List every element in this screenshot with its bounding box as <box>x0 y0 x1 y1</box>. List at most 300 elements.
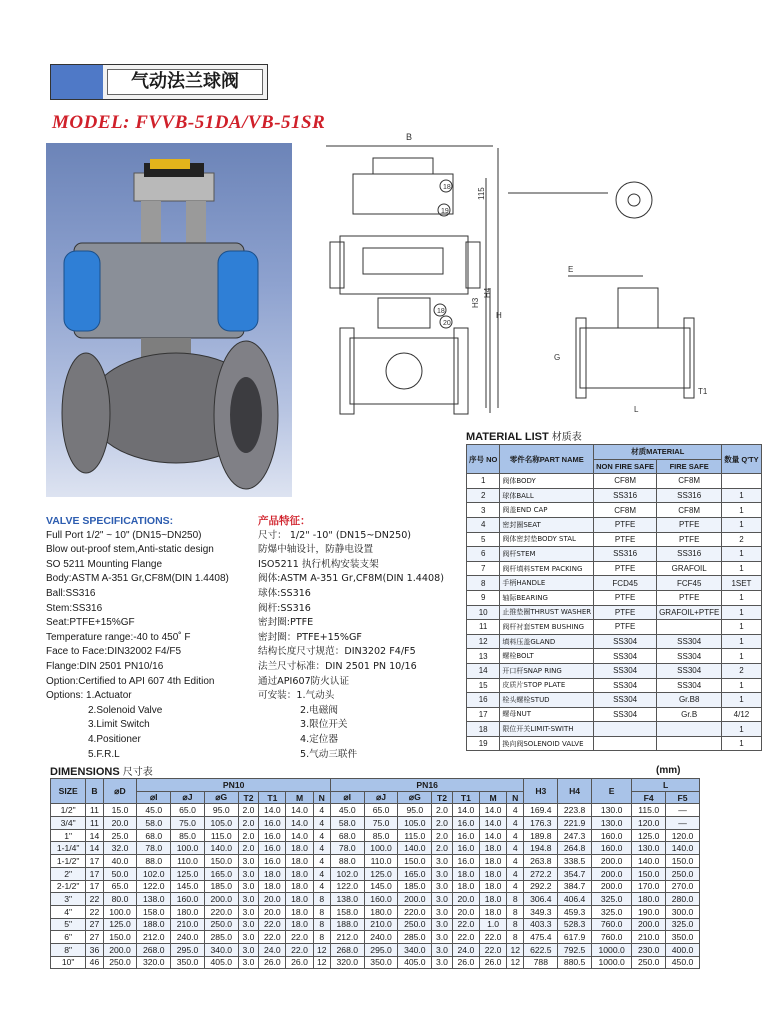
dimensions-cell: 300.0 <box>666 905 700 918</box>
material-cell: 11 <box>467 620 500 635</box>
material-cell: 15 <box>467 678 500 693</box>
material-cell <box>594 736 657 751</box>
dimensions-cell: 185.0 <box>398 880 432 893</box>
material-row <box>467 488 762 503</box>
dimensions-cell: 212.0 <box>137 931 171 944</box>
material-cell: PTFE <box>594 517 657 532</box>
spec-line: 法兰尺寸标准：DIN 2501 PN 10/16 <box>258 660 417 672</box>
material-row <box>467 547 762 562</box>
dimensions-subheader-cell: T2 <box>238 791 259 804</box>
dimensions-cell: 26.0 <box>479 956 506 969</box>
dimensions-cell: 180.0 <box>632 893 666 906</box>
dimensions-cell: 200.0 <box>632 918 666 931</box>
dimensions-row <box>51 829 700 842</box>
material-cell: 开口杆SNAP RING <box>500 663 594 678</box>
dimensions-row <box>51 804 700 817</box>
group-pn16: PN16 <box>330 779 524 792</box>
dimensions-cell: 320.0 <box>137 956 171 969</box>
spec-line: 防爆中轴设计，防静电设置 <box>258 544 374 556</box>
dimensions-cell: 475.4 <box>524 931 558 944</box>
dimensions-cell: 18.0 <box>479 893 506 906</box>
material-cell: 1 <box>722 634 761 649</box>
spec-chinese <box>258 514 468 762</box>
dimensions-cell: 95.0 <box>204 804 238 817</box>
dimensions-cell: 22 <box>86 893 103 906</box>
dimensions-cell: 4 <box>313 829 330 842</box>
dimensions-cell: 16.0 <box>259 855 286 868</box>
dimensions-cell: 26.0 <box>259 956 286 969</box>
material-cell: 阀杆填料STEM PACKING <box>500 561 594 576</box>
spec-line: 4.定位器 <box>300 733 338 745</box>
dimensions-cell: 22.0 <box>259 931 286 944</box>
dimensions-cell: 3.0 <box>432 905 453 918</box>
dimensions-cell: 295.0 <box>171 943 205 956</box>
dimensions-cell: 16.0 <box>259 842 286 855</box>
material-list-title: MATERIAL LIST <box>466 431 549 443</box>
dimensions-cell: 200.0 <box>591 880 631 893</box>
material-cell <box>657 736 722 751</box>
material-cell: SS316 <box>657 547 722 562</box>
dimensions-cell: 18.0 <box>286 867 313 880</box>
dimensions-cell: 2.0 <box>238 804 259 817</box>
dimensions-cell: 3" <box>51 893 86 906</box>
dimensions-cell: 115.0 <box>632 804 666 817</box>
dimensions-cell: 25.0 <box>103 829 137 842</box>
dimensions-cell: 165.0 <box>398 867 432 880</box>
dimensions-cell: — <box>666 804 700 817</box>
dimensions-cell: 95.0 <box>398 804 432 817</box>
dimensions-cell: 2.0 <box>432 842 453 855</box>
dimensions-cell: 3.0 <box>238 905 259 918</box>
dimensions-cell: 100.0 <box>364 842 398 855</box>
dimensions-cell: 12 <box>313 943 330 956</box>
technical-drawing <box>318 128 718 428</box>
dimensions-cell: 188.0 <box>330 918 364 931</box>
spec-line: Options: 1.Actuator <box>46 690 132 702</box>
drawing-label-h3: H3 <box>471 297 480 308</box>
dimensions-cell: 3.0 <box>432 880 453 893</box>
material-row <box>467 707 762 722</box>
dimensions-cell: 12 <box>507 956 524 969</box>
dimensions-cell: 210.0 <box>632 931 666 944</box>
dimensions-cell: 14.0 <box>259 804 286 817</box>
material-cell: Gr.B8 <box>657 693 722 708</box>
dimensions-cell: 36 <box>86 943 103 956</box>
material-cell: 2 <box>467 488 500 503</box>
material-cell: 皮质片STOP PLATE <box>500 678 594 693</box>
dimensions-cell: 105.0 <box>398 817 432 830</box>
material-cell <box>657 620 722 635</box>
dimensions-cell: 210.0 <box>171 918 205 931</box>
material-cell: 阀体密封垫BODY STAL <box>500 532 594 547</box>
col-b: B <box>86 779 103 804</box>
material-row <box>467 532 762 547</box>
dimensions-cell: 2.0 <box>432 829 453 842</box>
col-h4: H4 <box>558 779 592 804</box>
spec-line: SO 5211 Mounting Flange <box>46 558 163 570</box>
dimensions-cell: 125.0 <box>632 829 666 842</box>
material-cell: FCF45 <box>657 576 722 591</box>
material-cell: CF8M <box>657 474 722 489</box>
spec-line: 结构长度尺寸规范：DIN3202 F4/F5 <box>258 646 416 658</box>
dimensions-cell: 100.0 <box>171 842 205 855</box>
spec-line: Stem:SS316 <box>46 602 103 614</box>
dimensions-cell: 8 <box>313 918 330 931</box>
dimensions-cell: 200.0 <box>103 943 137 956</box>
dimensions-cell: 130.0 <box>591 817 631 830</box>
dimensions-cell: 268.0 <box>330 943 364 956</box>
dimensions-title: DIMENSIONS <box>50 766 120 778</box>
material-cell: GRAFOIL+PTFE <box>657 605 722 620</box>
spec-line: 球体:SS316 <box>258 587 311 599</box>
dimensions-cell: 4 <box>313 817 330 830</box>
dimensions-cell: 176.3 <box>524 817 558 830</box>
dimensions-cell: 11 <box>86 817 103 830</box>
dimensions-cell: 528.3 <box>558 918 592 931</box>
material-row <box>467 736 762 751</box>
dimensions-cell: 250.0 <box>103 956 137 969</box>
dimensions-cell: 325.0 <box>591 893 631 906</box>
dimensions-cell: 8 <box>507 893 524 906</box>
spec-line: Face to Face:DIN32002 F4/F5 <box>46 646 182 658</box>
material-row <box>467 576 762 591</box>
dimensions-cell: 32.0 <box>103 842 137 855</box>
dimensions-cell: 263.8 <box>524 855 558 868</box>
dimensions-cell: 788 <box>524 956 558 969</box>
valve-illustration <box>46 143 292 497</box>
dimensions-cell: 384.7 <box>558 880 592 893</box>
material-cell: 1SET <box>722 576 761 591</box>
dimensions-cell: 617.9 <box>558 931 592 944</box>
material-cell: 阀杆衬套STEM BUSHING <box>500 620 594 635</box>
material-cell: 5 <box>467 532 500 547</box>
material-row <box>467 634 762 649</box>
material-list-title-cn: 材质表 <box>551 432 582 443</box>
dimensions-cell: 4 <box>507 867 524 880</box>
material-cell: 密封圈SEAT <box>500 517 594 532</box>
material-cell: 1 <box>722 736 761 751</box>
material-cell: SS304 <box>657 649 722 664</box>
dimensions-row <box>51 842 700 855</box>
dimensions-subheader-cell: ⌀G <box>398 791 432 804</box>
dimensions-cell: 220.0 <box>204 905 238 918</box>
material-cell: 止推垫圈THRUST WASHER <box>500 605 594 620</box>
dimensions-cell: 18.0 <box>286 855 313 868</box>
material-cell: 螺母NUT <box>500 707 594 722</box>
material-cell: 螺栓BOLT <box>500 649 594 664</box>
dimensions-row <box>51 931 700 944</box>
dimensions-cell: 2.0 <box>238 829 259 842</box>
dimensions-subheader-cell: F4 <box>632 791 666 804</box>
dimensions-cell: 75.0 <box>171 817 205 830</box>
dimensions-cell: 145.0 <box>171 880 205 893</box>
dimensions-cell: 16.0 <box>452 817 479 830</box>
material-cell: 阀盖END CAP <box>500 503 594 518</box>
dimensions-cell: 16.0 <box>259 829 286 842</box>
dimensions-cell: 3.0 <box>238 880 259 893</box>
material-cell: SS316 <box>594 488 657 503</box>
spec-line: 阀杆:SS316 <box>258 602 311 614</box>
dimensions-cell: 221.9 <box>558 817 592 830</box>
material-row <box>467 561 762 576</box>
dimensions-cell: 140.0 <box>632 855 666 868</box>
dimensions-cell: 140.0 <box>204 842 238 855</box>
dimensions-cell: 130.0 <box>591 804 631 817</box>
dimensions-cell: 760.0 <box>591 931 631 944</box>
drawing-label-b: B <box>406 132 413 142</box>
dimensions-cell: 250.0 <box>632 956 666 969</box>
group-pn10: PN10 <box>137 779 331 792</box>
material-cell: SS304 <box>657 663 722 678</box>
material-row <box>467 474 762 489</box>
material-cell: PTFE <box>594 590 657 605</box>
dimensions-cell: 8 <box>313 893 330 906</box>
material-cell: SS316 <box>594 547 657 562</box>
dimensions-cell: 18.0 <box>259 867 286 880</box>
dimensions-cell: 88.0 <box>137 855 171 868</box>
dimensions-table <box>50 778 700 969</box>
dimensions-cell: 65.0 <box>103 880 137 893</box>
dimensions-cell: 240.0 <box>364 931 398 944</box>
dimensions-cell: 3.0 <box>238 855 259 868</box>
material-cell: 19 <box>467 736 500 751</box>
spec-line: 5.气动三联件 <box>300 748 358 760</box>
dimensions-cell: 292.2 <box>524 880 558 893</box>
material-cell: SS304 <box>594 634 657 649</box>
dimensions-cell: 138.0 <box>137 893 171 906</box>
dimensions-cell: 18.0 <box>479 867 506 880</box>
dimensions-cell: 20.0 <box>452 905 479 918</box>
dimensions-cell: 8 <box>507 931 524 944</box>
dimensions-cell: 200.0 <box>204 893 238 906</box>
dimensions-cell: 1-1/4" <box>51 842 86 855</box>
dimensions-cell: 1000.0 <box>591 956 631 969</box>
dimensions-cell: 1-1/2" <box>51 855 86 868</box>
dimensions-cell: 180.0 <box>364 905 398 918</box>
dimensions-cell: 170.0 <box>632 880 666 893</box>
material-cell: SS304 <box>657 678 722 693</box>
dimensions-cell: 2.0 <box>432 804 453 817</box>
dimensions-cell: 4 <box>507 855 524 868</box>
dimensions-cell: 14 <box>86 842 103 855</box>
dimensions-cell: 3.0 <box>432 943 453 956</box>
material-cell: SS304 <box>594 707 657 722</box>
dimensions-cell: 12 <box>507 943 524 956</box>
dimensions-cell: 22.0 <box>479 943 506 956</box>
dimensions-heading <box>50 763 153 778</box>
dimensions-cell: 240.0 <box>171 931 205 944</box>
dimensions-subheader-cell: N <box>507 791 524 804</box>
dimensions-cell: 145.0 <box>364 880 398 893</box>
dimensions-cell: 18.0 <box>452 867 479 880</box>
material-cell: 填料压盖GLAND <box>500 634 594 649</box>
material-cell <box>657 722 722 737</box>
dimensions-cell: 3.0 <box>432 918 453 931</box>
dimensions-cell: 3.0 <box>238 931 259 944</box>
dimensions-cell: 115.0 <box>204 829 238 842</box>
material-cell: 1 <box>467 474 500 489</box>
material-cell: 1 <box>722 605 761 620</box>
dimensions-cell: 45.0 <box>137 804 171 817</box>
dimensions-cell: 65.0 <box>171 804 205 817</box>
dimensions-cell: 150.0 <box>398 855 432 868</box>
spec-line: Ball:SS316 <box>46 587 96 599</box>
dimensions-cell: 165.0 <box>204 867 238 880</box>
spec-line: Flange:DIN 2501 PN10/16 <box>46 660 164 672</box>
dimensions-cell: 200.0 <box>398 893 432 906</box>
dimensions-cell: 50.0 <box>103 867 137 880</box>
material-cell: 球体BALL <box>500 488 594 503</box>
material-cell: 16 <box>467 693 500 708</box>
col-no: 序号 NO <box>467 445 500 474</box>
dimensions-cell: 3.0 <box>238 918 259 931</box>
material-cell: SS304 <box>594 663 657 678</box>
material-cell: 2 <box>722 532 761 547</box>
dimensions-cell: 27 <box>86 931 103 944</box>
material-cell: 手柄HANDLE <box>500 576 594 591</box>
dimensions-cell: 270.0 <box>666 880 700 893</box>
dimensions-cell: 3.0 <box>238 893 259 906</box>
material-row <box>467 503 762 518</box>
dimensions-cell: 58.0 <box>330 817 364 830</box>
dimensions-cell: 2.0 <box>238 842 259 855</box>
material-cell: 10 <box>467 605 500 620</box>
spec-line: 4.Positioner <box>88 733 141 745</box>
dimensions-cell: 80.0 <box>103 893 137 906</box>
dimensions-cell: 403.3 <box>524 918 558 931</box>
spec-line: 尺寸： 1/2" -10" (DN15~DN250) <box>258 529 412 541</box>
col-material: 材质MATERIAL <box>594 445 722 460</box>
material-cell: 1 <box>722 547 761 562</box>
material-cell: 2 <box>722 663 761 678</box>
spec-english <box>46 514 256 762</box>
dimensions-cell: 14.0 <box>286 804 313 817</box>
material-cell: CF8M <box>594 503 657 518</box>
dimensions-title-cn: 尺寸表 <box>122 767 153 778</box>
material-cell <box>722 474 761 489</box>
dimensions-cell: 3.0 <box>238 943 259 956</box>
dimensions-cell: 110.0 <box>171 855 205 868</box>
dimensions-cell: 4 <box>313 855 330 868</box>
dimensions-cell: 88.0 <box>330 855 364 868</box>
dimensions-cell: 14.0 <box>479 817 506 830</box>
dimensions-cell: 1.0 <box>479 918 506 931</box>
dimensions-cell: 150.0 <box>632 867 666 880</box>
dimensions-cell: 140.0 <box>398 842 432 855</box>
dimensions-cell: 8 <box>507 905 524 918</box>
dimensions-cell: 3.0 <box>432 867 453 880</box>
dimensions-cell: 2.0 <box>238 817 259 830</box>
col-d: ⌀D <box>103 779 137 804</box>
dimensions-cell: 120.0 <box>632 817 666 830</box>
dimensions-cell: — <box>666 817 700 830</box>
dimensions-cell: 405.0 <box>398 956 432 969</box>
dimensions-cell: 160.0 <box>591 842 631 855</box>
dimensions-cell: 6" <box>51 931 86 944</box>
dimensions-cell: 325.0 <box>591 905 631 918</box>
spec-line: Seat:PTFE+15%GF <box>46 617 135 629</box>
material-cell: GRAFOIL <box>657 561 722 576</box>
spec-chinese-heading: 产品特征： <box>258 515 311 527</box>
dimensions-cell: 18.0 <box>286 905 313 918</box>
material-cell: 1 <box>722 678 761 693</box>
dimensions-cell: 105.0 <box>204 817 238 830</box>
material-row <box>467 678 762 693</box>
dimensions-cell: 295.0 <box>364 943 398 956</box>
dimensions-cell: 150.0 <box>204 855 238 868</box>
drawing-label-115: 115 <box>477 187 486 200</box>
dimensions-cell: 18.0 <box>286 893 313 906</box>
dimensions-cell: 22.0 <box>452 918 479 931</box>
dimensions-cell: 450.0 <box>666 956 700 969</box>
dimensions-cell: 78.0 <box>137 842 171 855</box>
dimensions-cell: 180.0 <box>171 905 205 918</box>
dimensions-cell: 16.0 <box>452 855 479 868</box>
dimensions-cell: 68.0 <box>330 829 364 842</box>
dimensions-cell: 102.0 <box>330 867 364 880</box>
dimensions-cell: 40.0 <box>103 855 137 868</box>
spec-line: Temperature range:-40 to 450˚ F <box>46 631 191 643</box>
dimensions-cell: 22 <box>86 905 103 918</box>
dimensions-cell: 4 <box>507 804 524 817</box>
dimensions-subheader-cell: T1 <box>259 791 286 804</box>
dimensions-subheader-cell: ⌀G <box>204 791 238 804</box>
dimensions-cell: 4 <box>507 880 524 893</box>
dimensions-cell: 125.0 <box>171 867 205 880</box>
material-cell: Gr.B <box>657 707 722 722</box>
dimensions-cell: 12 <box>313 956 330 969</box>
dimensions-cell: 140.0 <box>666 842 700 855</box>
dimensions-cell: 285.0 <box>398 931 432 944</box>
dimensions-cell: 1000.0 <box>591 943 631 956</box>
dimensions-cell: 194.8 <box>524 842 558 855</box>
dimensions-cell: 16.0 <box>452 842 479 855</box>
material-cell: 4 <box>467 517 500 532</box>
dimensions-cell: 58.0 <box>137 817 171 830</box>
dimensions-cell: 4 <box>313 867 330 880</box>
material-row <box>467 663 762 678</box>
spec-line: 密封圈:PTFE <box>258 617 314 629</box>
drawing-label-20: 20 <box>443 320 451 327</box>
dimensions-cell: 160.0 <box>364 893 398 906</box>
dimensions-cell: 230.0 <box>632 943 666 956</box>
col-e: E <box>591 779 631 804</box>
material-cell: 限位开关LIMIT-SWITH <box>500 722 594 737</box>
material-cell: 14 <box>467 663 500 678</box>
dimensions-cell: 405.0 <box>204 956 238 969</box>
model-heading: MODEL: FVVB-51DA/VB-51SR <box>52 112 326 133</box>
material-cell: 1 <box>722 517 761 532</box>
dimensions-cell: 110.0 <box>364 855 398 868</box>
dimensions-cell: 280.0 <box>666 893 700 906</box>
dimensions-cell: 160.0 <box>171 893 205 906</box>
drawing-label-h4: H4 <box>483 287 492 298</box>
dimensions-cell: 2.0 <box>432 817 453 830</box>
dimensions-cell: 10" <box>51 956 86 969</box>
dimensions-cell: 24.0 <box>452 943 479 956</box>
material-cell: 3 <box>467 503 500 518</box>
dimensions-cell: 325.0 <box>666 918 700 931</box>
dimensions-cell: 880.5 <box>558 956 592 969</box>
dimensions-cell: 18.0 <box>286 842 313 855</box>
dimensions-cell: 150.0 <box>103 931 137 944</box>
dimensions-cell: 24.0 <box>259 943 286 956</box>
dimensions-cell: 15.0 <box>103 804 137 817</box>
material-cell: PTFE <box>594 605 657 620</box>
valve-drawing <box>318 128 718 428</box>
dimensions-cell: 17 <box>86 855 103 868</box>
dimensions-cell: 16.0 <box>259 817 286 830</box>
